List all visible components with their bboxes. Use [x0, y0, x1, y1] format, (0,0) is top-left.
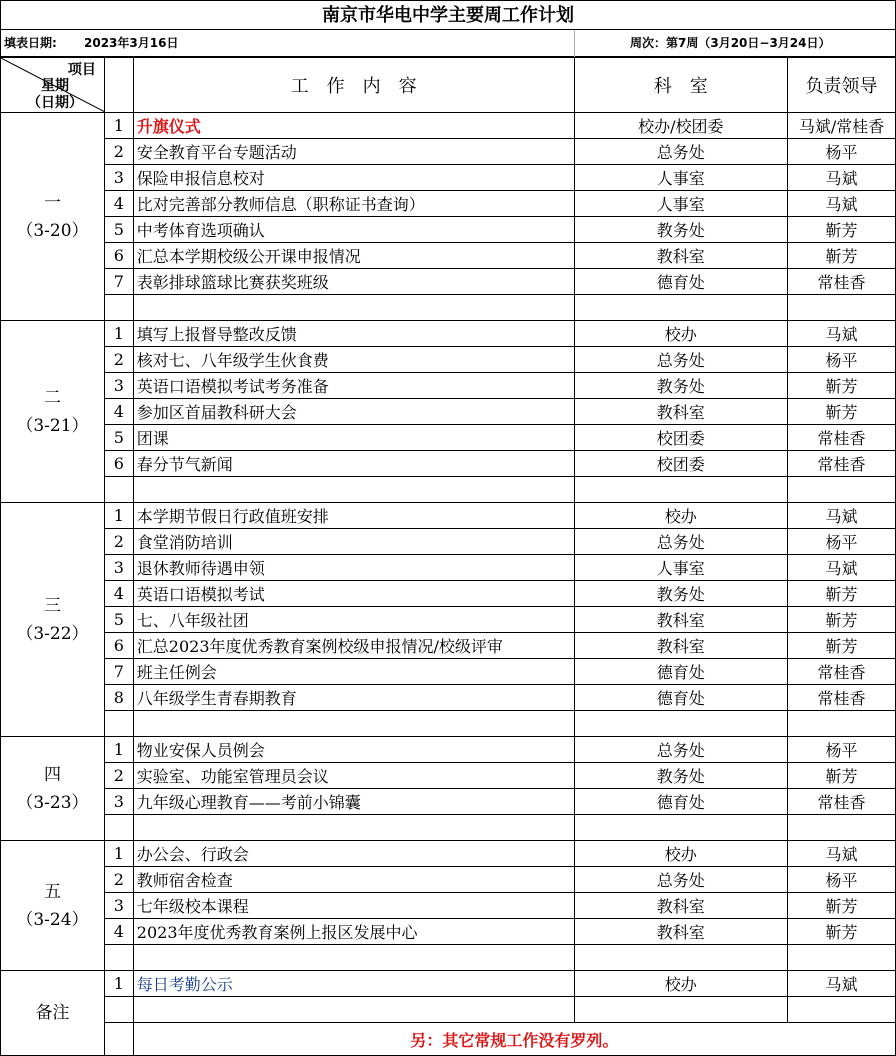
item-leader: 常桂香: [788, 269, 896, 295]
empty-cell: [133, 997, 574, 1023]
table-row: [1, 789, 896, 815]
item-dept: 校办/校团委: [574, 113, 788, 139]
table-row: [1, 659, 896, 685]
table-row: [1, 581, 896, 607]
empty-cell: [133, 815, 574, 841]
item-leader: 马斌: [788, 321, 896, 347]
item-dept: 人事室: [574, 555, 788, 581]
item-dept: 德育处: [574, 789, 788, 815]
empty-cell: [788, 815, 896, 841]
table-row: [1, 321, 896, 347]
item-number: 4: [104, 399, 133, 425]
table-row: [1, 165, 896, 191]
item-number: 1: [104, 321, 133, 347]
day-name: 五: [43, 881, 61, 902]
item-number: 2: [104, 867, 133, 893]
item-dept: 总务处: [574, 737, 788, 763]
empty-cell: [104, 295, 133, 321]
item-dept: 总务处: [574, 347, 788, 373]
item-number: 3: [104, 165, 133, 191]
item-dept: 教务处: [574, 217, 788, 243]
item-number: 4: [104, 919, 133, 945]
item-number: 1: [104, 113, 133, 139]
fill-date: 2023年3月16日: [84, 36, 179, 50]
item-leader: 常桂香: [788, 451, 896, 477]
table-row: [1, 269, 896, 295]
empty-cell: [104, 477, 133, 503]
item-leader: 杨平: [788, 139, 896, 165]
item-content: 春分节气新闻: [133, 451, 574, 477]
header-row: [1, 58, 896, 113]
table-row: [1, 633, 896, 659]
item-content: 参加区首届教科研大会: [133, 399, 574, 425]
item-content: 英语口语模拟考试: [133, 581, 574, 607]
item-dept: 总务处: [574, 529, 788, 555]
item-number: 7: [104, 269, 133, 295]
item-leader: 马斌: [788, 165, 896, 191]
notes-footer-row: [1, 1023, 896, 1056]
item-leader: 常桂香: [788, 659, 896, 685]
item-leader: 靳芳: [788, 633, 896, 659]
item-number: 7: [104, 659, 133, 685]
item-leader: 杨平: [788, 737, 896, 763]
item-dept: 教科室: [574, 893, 788, 919]
empty-cell: [788, 997, 896, 1023]
item-number: 3: [104, 373, 133, 399]
empty-cell: [788, 711, 896, 737]
empty-cell: [104, 945, 133, 971]
item-leader: 马斌: [788, 971, 896, 997]
empty-cell: [574, 295, 788, 321]
table-row: [1, 477, 896, 503]
item-content: 物业安保人员例会: [133, 737, 574, 763]
item-content: 本学期节假日行政值班安排: [133, 503, 574, 529]
item-leader: 马斌: [788, 503, 896, 529]
item-leader: 靳芳: [788, 893, 896, 919]
corner-weekday-label: 星期: [41, 78, 69, 94]
dept-header: 科 室: [574, 58, 788, 113]
item-leader: 杨平: [788, 529, 896, 555]
item-leader: 杨平: [788, 347, 896, 373]
item-leader: 靳芳: [788, 373, 896, 399]
table-row: [1, 893, 896, 919]
table-row: [1, 867, 896, 893]
item-dept: 教科室: [574, 243, 788, 269]
item-dept: 总务处: [574, 139, 788, 165]
item-content: 2023年度优秀教育案例上报区发展中心: [133, 919, 574, 945]
empty-cell: [788, 945, 896, 971]
table-row: [1, 919, 896, 945]
item-content: 七、八年级社团: [133, 607, 574, 633]
item-leader: 马斌: [788, 191, 896, 217]
empty-cell: [104, 815, 133, 841]
notes-label: 备注: [1, 971, 105, 1056]
item-dept: 教科室: [574, 399, 788, 425]
empty-cell: [574, 477, 788, 503]
item-leader: 杨平: [788, 867, 896, 893]
item-leader: 马斌/常桂香: [788, 113, 896, 139]
day-name: 一: [43, 192, 61, 213]
item-dept: 德育处: [574, 269, 788, 295]
table-row: [1, 763, 896, 789]
item-dept: 德育处: [574, 659, 788, 685]
item-content: 填写上报督导整改反馈: [133, 321, 574, 347]
day-cell: [1, 737, 105, 841]
table-row: [1, 607, 896, 633]
item-leader: 马斌: [788, 555, 896, 581]
item-dept: 教务处: [574, 763, 788, 789]
notes-row: [1, 971, 896, 997]
item-dept: 校办: [574, 503, 788, 529]
item-content: 英语口语模拟考试考务准备: [133, 373, 574, 399]
item-dept: 教科室: [574, 633, 788, 659]
item-number: 1: [104, 737, 133, 763]
fill-date-label: 填表日期:: [4, 36, 57, 50]
empty-cell: [104, 711, 133, 737]
day-cell: [1, 113, 105, 321]
empty-cell: [104, 997, 133, 1023]
day-date: （3-22）: [16, 623, 89, 644]
item-dept: 校办: [574, 971, 788, 997]
item-number: 6: [104, 633, 133, 659]
empty-cell: [133, 711, 574, 737]
item-leader: 常桂香: [788, 789, 896, 815]
empty-cell: [133, 295, 574, 321]
item-number: 3: [104, 893, 133, 919]
day-date: （3-23）: [16, 792, 89, 813]
item-number: 1: [104, 971, 133, 997]
item-number: 5: [104, 425, 133, 451]
item-leader: 常桂香: [788, 685, 896, 711]
item-content: 团课: [133, 425, 574, 451]
item-dept: 校团委: [574, 425, 788, 451]
empty-cell: [788, 477, 896, 503]
item-content: 班主任例会: [133, 659, 574, 685]
table-row: [1, 815, 896, 841]
empty-cell: [788, 295, 896, 321]
day-name: 四: [43, 764, 61, 785]
item-number: 6: [104, 243, 133, 269]
table-row: [1, 685, 896, 711]
day-date: （3-20）: [16, 220, 89, 241]
item-leader: 靳芳: [788, 581, 896, 607]
item-number: 2: [104, 529, 133, 555]
item-leader: 靳芳: [788, 763, 896, 789]
item-number: 4: [104, 191, 133, 217]
item-dept: 教务处: [574, 581, 788, 607]
empty-cell: [574, 815, 788, 841]
day-cell: [1, 841, 105, 971]
work-plan-table: [0, 57, 896, 1056]
item-content: 每日考勤公示: [133, 971, 574, 997]
item-content: 比对完善部分教师信息（职称证书查询）: [133, 191, 574, 217]
item-dept: 校办: [574, 841, 788, 867]
item-number: 4: [104, 581, 133, 607]
leader-header: 负责领导: [788, 58, 896, 113]
item-leader: 靳芳: [788, 919, 896, 945]
day-cell: [1, 503, 105, 737]
item-content: 退休教师待遇申领: [133, 555, 574, 581]
table-row: [1, 373, 896, 399]
item-content: 教师宿舍检查: [133, 867, 574, 893]
notes-row: [1, 997, 896, 1023]
table-row: [1, 217, 896, 243]
table-row: [1, 139, 896, 165]
day-name: 二: [43, 387, 61, 408]
item-leader: 靳芳: [788, 399, 896, 425]
empty-cell: [574, 997, 788, 1023]
item-dept: 校办: [574, 321, 788, 347]
item-content: 表彰排球篮球比赛获奖班级: [133, 269, 574, 295]
day-name: 三: [43, 595, 61, 616]
item-content: 七年级校本课程: [133, 893, 574, 919]
table-row: [1, 191, 896, 217]
content-header: 工 作 内 容: [133, 58, 574, 113]
table-row: [1, 737, 896, 763]
empty-cell: [104, 1023, 133, 1056]
item-content: 八年级学生青春期教育: [133, 685, 574, 711]
table-row: [1, 841, 896, 867]
table-row: [1, 425, 896, 451]
item-content: 安全教育平台专题活动: [133, 139, 574, 165]
item-number: 2: [104, 763, 133, 789]
item-content: 九年级心理教育——考前小锦囊: [133, 789, 574, 815]
empty-cell: [133, 945, 574, 971]
empty-cell: [133, 477, 574, 503]
table-row: [1, 399, 896, 425]
item-dept: 人事室: [574, 165, 788, 191]
item-content: 升旗仪式: [133, 113, 574, 139]
item-number: 3: [104, 555, 133, 581]
item-content: 汇总2023年度优秀教育案例校级申报情况/校级评审: [133, 633, 574, 659]
empty-cell: [574, 711, 788, 737]
table-row: [1, 243, 896, 269]
item-number: 2: [104, 139, 133, 165]
table-row: [1, 711, 896, 737]
footer-note: 另：其它常规工作没有罗列。: [133, 1023, 895, 1056]
item-dept: 教务处: [574, 373, 788, 399]
item-leader: 常桂香: [788, 425, 896, 451]
item-number: 1: [104, 841, 133, 867]
day-date: （3-24）: [16, 909, 89, 930]
table-row: [1, 113, 896, 139]
table-row: [1, 945, 896, 971]
table-row: [1, 529, 896, 555]
item-dept: 校团委: [574, 451, 788, 477]
item-number: 1: [104, 503, 133, 529]
item-dept: 教科室: [574, 919, 788, 945]
item-leader: 靳芳: [788, 607, 896, 633]
item-dept: 总务处: [574, 867, 788, 893]
item-number: 5: [104, 217, 133, 243]
day-date: （3-21）: [16, 415, 89, 436]
item-content: 核对七、八年级学生伙食费: [133, 347, 574, 373]
table-row: [1, 295, 896, 321]
table-row: [1, 347, 896, 373]
corner-date-label: （日期）: [27, 95, 83, 111]
item-content: 保险申报信息校对: [133, 165, 574, 191]
table-row: [1, 503, 896, 529]
page-title: 南京市华电中学主要周工作计划: [0, 0, 896, 30]
item-content: 食堂消防培训: [133, 529, 574, 555]
item-dept: 教科室: [574, 607, 788, 633]
item-content: 办公会、行政会: [133, 841, 574, 867]
week-info: 周次：第7周（3月20日−3月24日）: [630, 36, 831, 50]
empty-cell: [574, 945, 788, 971]
item-number: 6: [104, 451, 133, 477]
item-number: 2: [104, 347, 133, 373]
corner-header: [1, 58, 105, 113]
table-row: [1, 555, 896, 581]
item-leader: 靳芳: [788, 217, 896, 243]
item-leader: 马斌: [788, 841, 896, 867]
item-content: 中考体育选项确认: [133, 217, 574, 243]
item-content: 汇总本学期校级公开课申报情况: [133, 243, 574, 269]
number-header: [104, 58, 133, 113]
item-leader: 靳芳: [788, 243, 896, 269]
item-dept: 人事室: [574, 191, 788, 217]
item-number: 8: [104, 685, 133, 711]
corner-item-label: 项目: [67, 62, 96, 78]
item-dept: 德育处: [574, 685, 788, 711]
info-divider: [574, 30, 575, 57]
day-cell: [1, 321, 105, 503]
item-number: 3: [104, 789, 133, 815]
table-row: [1, 451, 896, 477]
item-number: 5: [104, 607, 133, 633]
item-content: 实验室、功能室管理员会议: [133, 763, 574, 789]
